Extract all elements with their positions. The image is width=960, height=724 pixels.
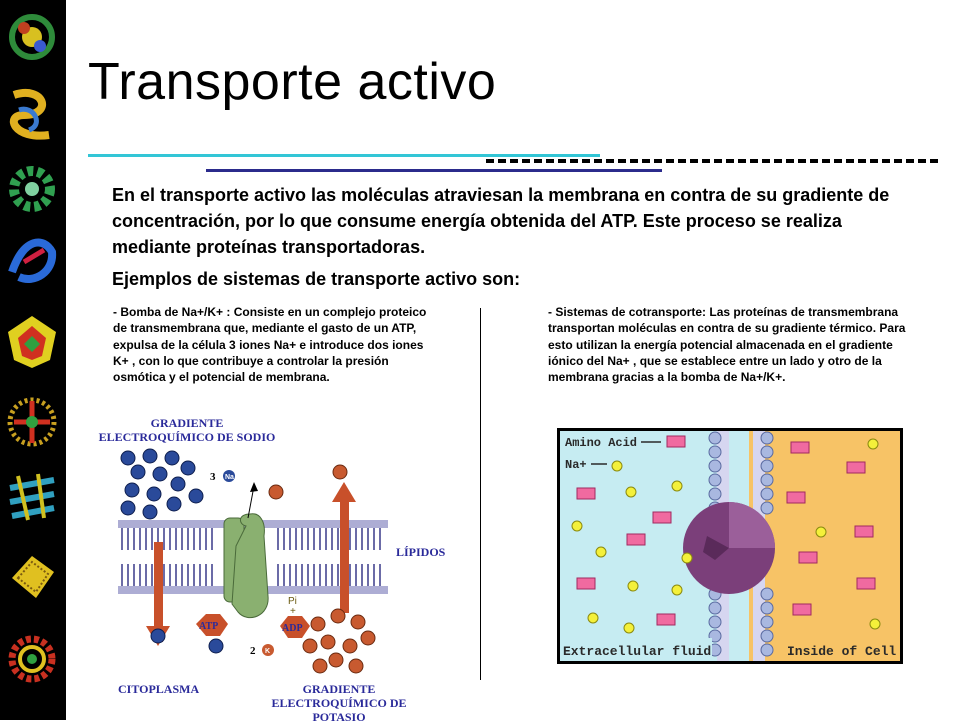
potassium-count: 2 — [250, 645, 256, 657]
title-underline-dashed — [486, 159, 938, 163]
sodium-potassium-pump-diagram — [88, 446, 388, 682]
protein-structure-icon — [4, 630, 60, 688]
protein-structure-icon — [4, 548, 60, 606]
protein-structure-icon — [4, 85, 60, 143]
potassium-gradient-label: GRADIENTE ELECTROQUÍMICO DE POTASIO — [271, 682, 407, 724]
adp-molecule — [280, 616, 310, 638]
inside-cell-label: Inside of Cell — [787, 644, 897, 659]
intro-paragraph: En el transporte activo las moléculas atraviesan la membrana en contra de su gradiente de concentración, por lo que consume energía obtenida del ATP. Este proceso se realiza mediante proteínas transportadoras. — [112, 185, 890, 257]
atp-molecule — [196, 614, 228, 636]
examples-heading: Ejemplos de sistemas de transporte activo son: — [112, 269, 521, 289]
slide-title: Transporte activo — [88, 53, 497, 111]
cotransport-diagram — [557, 428, 903, 664]
extracellular-label: Extracellular fluid — [563, 644, 712, 659]
title-underline-cyan — [88, 154, 600, 157]
sidebar — [0, 0, 66, 720]
adp-label: ADP — [282, 623, 303, 634]
protein-structure-icon — [4, 393, 60, 451]
na-ion-label: Na — [225, 474, 234, 481]
atp-label: ATP — [199, 621, 219, 632]
title-underline-navy — [206, 169, 662, 172]
sodium-potassium-pump-text: - Bomba de Na+/K+ : Consiste en un complejo proteico de transmembrana que, mediante el gasto de un ATP, expulsa de la célula 3 iones Na+ e introduce dos iones K+ , con lo que contribuye a controlar la presión osmótica y el potencial de membrana. — [113, 305, 427, 385]
protein-structure-icon — [4, 468, 60, 526]
pump-protein — [224, 482, 268, 618]
column-divider — [480, 308, 481, 680]
protein-structure-icon — [4, 8, 60, 66]
sodium-gradient-label: GRADIENTE ELECTROQUÍMICO DE SODIO — [98, 416, 276, 444]
protein-structure-icon — [4, 160, 60, 218]
potassium-ions — [269, 465, 375, 673]
lipids-label: LÍPIDOS — [396, 545, 446, 559]
k-ion-label: K — [265, 648, 271, 655]
protein-structure-icon — [4, 232, 60, 290]
na-label: Na+ — [565, 458, 587, 472]
cytoplasm-label: CITOPLASMA — [118, 682, 200, 696]
protein-structure-icon — [4, 312, 60, 370]
cotransporter-protein — [683, 502, 775, 594]
pi-label: Pi — [288, 596, 297, 607]
sodium-count: 3 — [210, 471, 216, 483]
cotransport-text: - Sistemas de cotransporte: Las proteínas de transmembrana transportan moléculas en contra de su gradiente térmico. Para esto utilizan la energía potencial almacenada en el gradiente iónico del Na+ , que se establece entre un lado y otro de la membrana gracias a la bomba de Na+/K+. — [548, 305, 906, 385]
plus-label: + — [290, 606, 296, 617]
amino-acid-label: Amino Acid — [565, 436, 638, 450]
